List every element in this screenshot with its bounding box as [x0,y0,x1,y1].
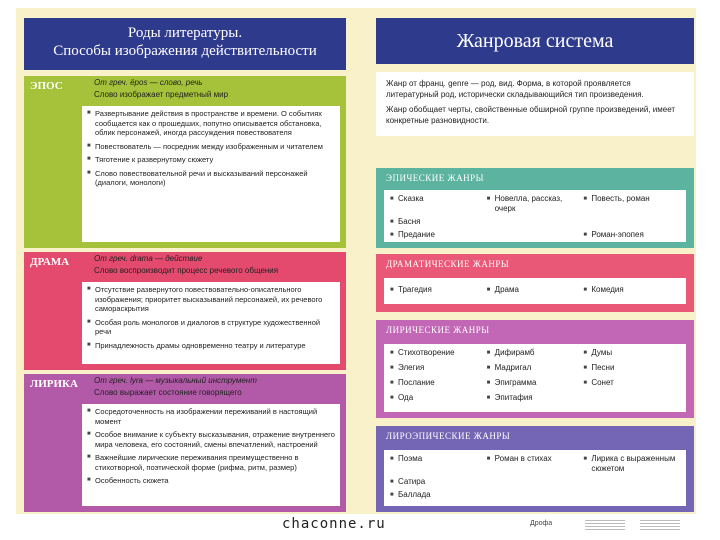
genre-item: ■ Элегия [390,363,487,375]
drama-def-line1: От греч. drama — действие [94,254,203,263]
genre-item: ■ Новелла, рассказ, очерк [487,194,584,214]
lyrics-definition [94,375,257,399]
epic-genres-title: ЭПИЧЕСКИЕ ЖАНРЫ [386,173,484,183]
lyrics-name: ЛИРИКА [30,378,78,390]
footer-fineprint [640,520,680,532]
epos-name: ЭПОС [30,80,63,92]
genre-item: ■ Роман-эпопея [583,230,680,240]
genre-item: ■ Лирика с выраженным сюжетом [583,454,680,474]
lyroepic-genres-title: ЛИРОЭПИЧЕСКИЕ ЖАНРЫ [386,431,511,441]
left-title [24,18,346,70]
lyroepic-genres-grid [384,450,686,506]
epos-section [24,76,346,248]
list-item: ■ Развертывание действия в пространстве и времени. О событиях сообщается как о прошедших, попутно описывается обстановка, облик персонажей, иногда рассуждения повествователя [87,109,335,138]
genre-item: ■ Думы [583,348,680,360]
lyrics-def-line2: Слово выражает состояние говорящего [94,388,242,397]
genre-system-column [376,18,694,499]
genre-item: ■ Сонет [583,378,680,390]
drama-body [82,282,340,364]
genre-item: ■ Басня [390,217,487,227]
drama-section [24,252,346,370]
literature-kinds-column [24,18,346,485]
epos-def-line2: Слово изображает предметный мир [94,90,229,99]
genre-item: ■ Драма [487,285,584,295]
drama-genres-box [376,254,694,312]
genre-item: ■ Эпитафия [487,393,584,405]
epos-definition [94,77,228,101]
drama-header [24,252,346,280]
lyrics-section [24,374,346,512]
lyroepic-genres-box [376,426,694,512]
left-title-line1: Роды литературы. [127,25,243,41]
list-item: ■ Отсутствие развернутого повествовательно-описательного изображения; приоритет высказываний персонажей, их речевого самораскрытия [87,285,335,314]
genre-definition-p1: Жанр от франц. genre — род, вид. Форма, в которой проявляется литературный род, исторически складывающийся тип произведения. [386,79,644,99]
lyrics-def-line1: От греч. lyra — музыкальный инструмент [94,376,257,385]
poster [16,8,696,514]
footer-fineprint [585,520,625,532]
genre-item: ■ Послание [390,378,487,390]
publisher-logo: Дрофа [530,520,553,527]
genre-item: ■ Песни [583,363,680,375]
genre-definition-p2: Жанр обобщает черты, свойственные обширной группе произведений, имеет конкретные разновидности. [386,105,676,125]
genre-item: ■ Баллада [390,490,487,500]
genre-item: ■ Трагедия [390,285,487,295]
lyric-genres-box [376,320,694,418]
genre-item: ■ Эпиграмма [487,378,584,390]
genre-item: ■ Мадригал [487,363,584,375]
epos-def-line1: От греч. ёpos — слово, речь [94,78,203,87]
genre-item: ■ Комедия [583,285,680,295]
list-item: ■ Особая роль монологов и диалогов в структуре художественной речи [87,318,335,337]
drama-genres-title: ДРАМАТИЧЕСКИЕ ЖАНРЫ [386,259,510,269]
genre-item: ■ Поэма [390,454,487,474]
site-watermark: chaconne.ru [282,516,386,532]
lyric-genres-title: ЛИРИЧЕСКИЕ ЖАНРЫ [386,325,490,335]
drama-genres-grid [384,278,686,304]
drama-def-line2: Слово воспроизводит процесс речевого общения [94,266,279,275]
lyric-genres-grid [384,344,686,412]
genre-item: ■ Роман в стихах [487,454,584,474]
genre-item: ■ Повесть, роман [583,194,680,214]
list-item: ■ Важнейшие лирические переживания преимущественно в стихотворной, поэтической форме (рифма, ритм, размер) [87,453,335,472]
drama-name: ДРАМА [30,256,70,268]
list-item: ■ Особое внимание к субъекту высказывания, отражение внутреннего мира человека, его состояний, смены впечатлений, настроений [87,430,335,449]
epic-genres-grid [384,190,686,242]
lyrics-body [82,404,340,506]
left-title-line2: Способы изображения действительности [53,43,317,59]
list-item: ■ Тяготение к развернутому сюжету [87,155,335,165]
genre-item: ■ Сказка [390,194,487,214]
genre-item: ■ Предание [390,230,487,240]
drama-definition [94,253,278,277]
right-title: Жанровая система [376,18,694,64]
genre-item: ■ Сатира [390,477,487,487]
genre-item: ■ Дифирамб [487,348,584,360]
epos-body [82,106,340,242]
list-item: ■ Повествователь — посредник между изображенным и читателем [87,142,335,152]
genre-item: ■ Стихотворение [390,348,487,360]
lyrics-header [24,374,346,402]
list-item: ■ Особенность сюжета [87,476,335,486]
epos-header [24,76,346,104]
list-item: ■ Сосредоточенность на изображении переживаний в настоящий момент [87,407,335,426]
list-item: ■ Слово повествовательной речи и высказываний персонажей (диалоги, монологи) [87,169,335,188]
genre-item: ■ Ода [390,393,487,405]
genre-definition [376,72,694,136]
epic-genres-box [376,168,694,248]
list-item: ■ Принадлежность драмы одновременно театру и литературе [87,341,335,351]
